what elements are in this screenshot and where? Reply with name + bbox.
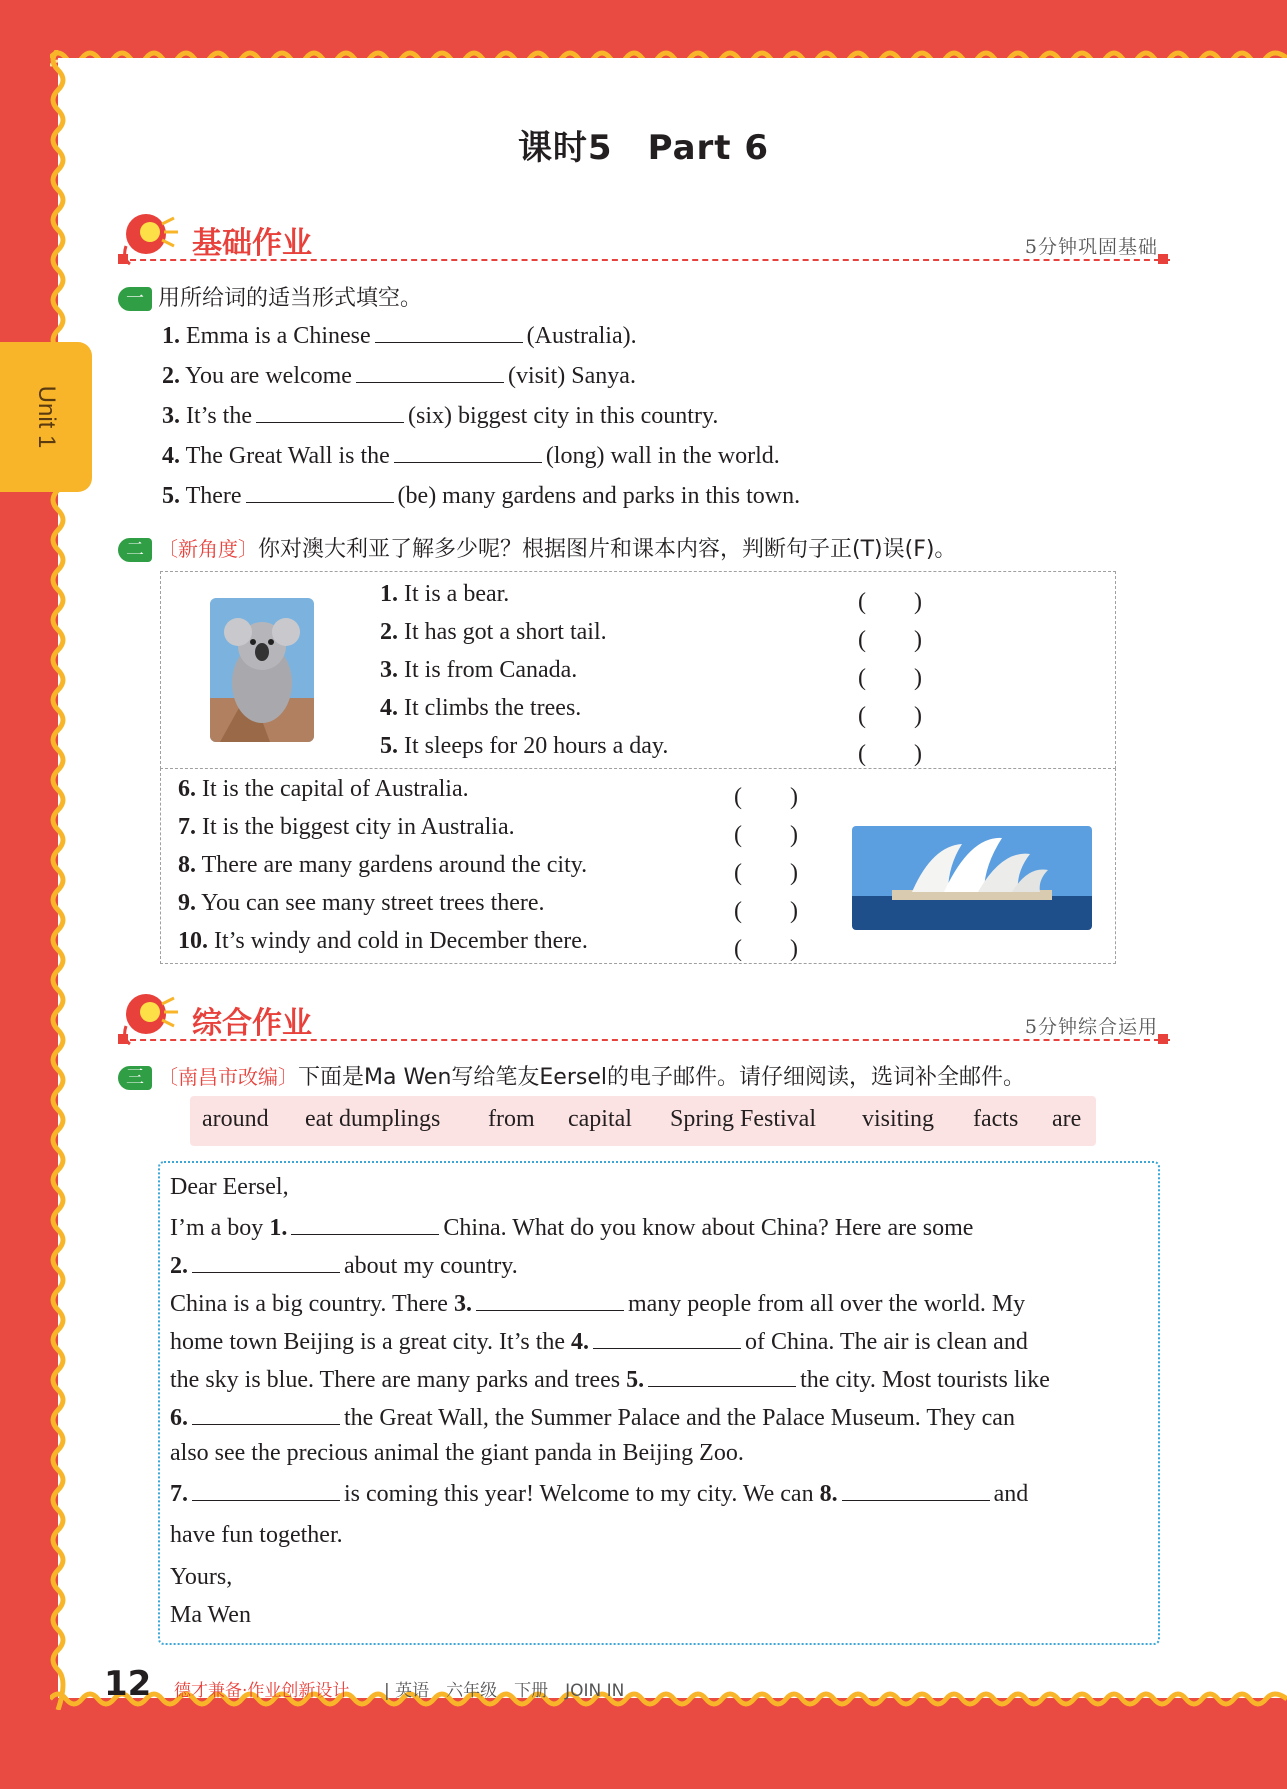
- answer-blank[interactable]: [192, 1250, 340, 1273]
- answer-blank[interactable]: [246, 480, 394, 503]
- letter-text: China. What do you know about China? Here are some: [443, 1215, 974, 1241]
- letter-line-3: [170, 1288, 1025, 1318]
- letter-line-8: [170, 1478, 1028, 1508]
- item-text: It’s the: [186, 403, 252, 429]
- item-hint: (long) wall in the world.: [545, 443, 780, 469]
- letter-signature: Ma Wen: [170, 1602, 251, 1628]
- q2-item-10: [178, 928, 588, 955]
- item-hint: (visit) Sanya.: [507, 363, 636, 389]
- blank-number: 3.: [453, 1291, 472, 1317]
- answer-blank[interactable]: [192, 1478, 340, 1501]
- divider-cap-right: [1158, 1034, 1168, 1044]
- question-3-heading: [118, 1060, 1025, 1091]
- answer-blank[interactable]: [394, 440, 542, 463]
- item-number: 1.: [380, 581, 398, 607]
- letter-text: of China. The air is clean and: [745, 1329, 1028, 1355]
- blank-number: 7.: [170, 1481, 188, 1507]
- item-number: 2.: [162, 363, 180, 389]
- item-number: 1.: [162, 323, 180, 349]
- q2-item-2: [380, 619, 607, 646]
- letter-line-6: [170, 1402, 1015, 1432]
- letter-line-5: [170, 1364, 1050, 1394]
- section-header-comprehensive: [118, 990, 1158, 1050]
- word-option: are: [1052, 1106, 1082, 1132]
- section-label: 基础作业: [192, 226, 312, 261]
- section-label: 综合作业: [192, 1006, 312, 1041]
- item-text: There are many gardens around the city.: [201, 852, 588, 878]
- item-text: It has got a short tail.: [404, 619, 607, 645]
- divider-cap-right: [1158, 254, 1168, 264]
- letter-text: the Great Wall, the Summer Palace and the Palace Museum. They can: [344, 1405, 1015, 1431]
- item-text: You are welcome: [185, 363, 352, 389]
- letter-closing: Yours,: [170, 1564, 233, 1590]
- item-text: It’s windy and cold in December there.: [214, 928, 588, 954]
- word-option: visiting: [862, 1106, 935, 1132]
- item-hint: (be) many gardens and parks in this town.: [397, 483, 801, 509]
- answer-blank[interactable]: [192, 1402, 340, 1425]
- section-divider: [120, 1039, 1170, 1041]
- item-text: Emma is a Chinese: [186, 323, 371, 349]
- q2-item-3: [380, 657, 577, 684]
- question-instruction: 下面是Ma Wen写给笔友Eersel的电子邮件。请仔细阅读，选词补全邮件。: [298, 1065, 1025, 1090]
- word-option: capital: [568, 1106, 632, 1132]
- question-instruction: 用所给词的适当形式填空。: [158, 286, 423, 311]
- q1-item-4: [162, 440, 780, 470]
- blank-number: 8.: [819, 1481, 838, 1507]
- answer-parentheses[interactable]: ( ): [858, 741, 922, 767]
- letter-text: is coming this year! Welcome to my city. We can: [344, 1481, 814, 1507]
- page-number: 12: [104, 1664, 152, 1704]
- item-number: 4.: [380, 695, 398, 721]
- word-option: eat dumplings: [305, 1106, 441, 1132]
- question-instruction: 你对澳大利亚了解多少呢？根据图片和课本内容，判断句子正(T)误(F)。: [258, 537, 957, 562]
- letter-text: I’m a boy: [170, 1215, 264, 1241]
- word-option: Spring Festival: [670, 1106, 817, 1132]
- divider-cap-left: [118, 254, 128, 264]
- item-number: 3.: [162, 403, 180, 429]
- unit-tab: [0, 342, 92, 492]
- item-number: 3.: [380, 657, 398, 683]
- letter-greeting: Dear Eersel,: [170, 1174, 289, 1200]
- item-hint: (six) biggest city in this country.: [408, 403, 719, 429]
- letter-text: and: [993, 1481, 1029, 1507]
- item-text: It is from Canada.: [404, 657, 578, 683]
- letter-text: many people from all over the world. My: [627, 1291, 1026, 1317]
- answer-parentheses[interactable]: ( ): [734, 784, 798, 810]
- page-title: 课时5 Part 6: [517, 128, 770, 168]
- item-text: It sleeps for 20 hours a day.: [404, 733, 669, 759]
- q2-item-6: [178, 776, 469, 803]
- book-info: | 英语 六年级 下册 JOIN IN: [384, 1681, 625, 1701]
- question-2-heading: [118, 532, 956, 563]
- item-number: 8.: [178, 852, 196, 878]
- question-number-badge: 二: [118, 538, 152, 562]
- q2-item-7: [178, 814, 515, 841]
- koala-image: [210, 598, 314, 742]
- item-number: 2.: [380, 619, 398, 645]
- letter-line-4: [170, 1326, 1028, 1356]
- word-option: from: [488, 1106, 535, 1132]
- item-text: You can see many street trees there.: [201, 890, 545, 916]
- blank-number: 5.: [626, 1367, 645, 1393]
- q1-item-5: [162, 480, 800, 510]
- q1-item-2: [162, 360, 636, 390]
- question-source-tag: 〔新角度〕: [158, 537, 258, 561]
- item-number: 4.: [162, 443, 180, 469]
- q2-item-9: [178, 890, 545, 917]
- answer-blank[interactable]: [842, 1478, 990, 1501]
- item-number: 5.: [380, 733, 398, 759]
- q2-item-8: [178, 852, 587, 879]
- answer-parentheses[interactable]: ( ): [858, 627, 922, 653]
- answer-parentheses[interactable]: ( ): [734, 860, 798, 886]
- answer-parentheses[interactable]: ( ): [858, 589, 922, 615]
- item-text: It is the capital of Australia.: [202, 776, 469, 802]
- word-bank: [190, 1096, 1096, 1146]
- letter-line-7: also see the precious animal the giant panda in Beijing Zoo.: [170, 1440, 744, 1466]
- item-text: It climbs the trees.: [404, 695, 582, 721]
- word-option: facts: [973, 1106, 1019, 1132]
- letter-text: China is a big country. There: [170, 1291, 448, 1317]
- answer-blank[interactable]: [476, 1288, 624, 1311]
- letter-line-1: [170, 1212, 973, 1242]
- answer-blank[interactable]: [375, 320, 523, 343]
- item-text: It is the biggest city in Australia.: [202, 814, 515, 840]
- question-1-heading: [118, 281, 422, 312]
- letter-text: about my country.: [344, 1253, 518, 1279]
- answer-parentheses[interactable]: ( ): [858, 665, 922, 691]
- item-text: The Great Wall is the: [185, 443, 390, 469]
- question-number-badge: 一: [118, 287, 152, 311]
- answer-parentheses[interactable]: ( ): [858, 703, 922, 729]
- letter-line-9: have fun together.: [170, 1522, 343, 1548]
- blank-number: 2.: [170, 1253, 188, 1279]
- sydney-opera-house-image: [852, 826, 1092, 930]
- letter-text: the sky is blue. There are many parks and trees: [170, 1367, 621, 1393]
- answer-blank[interactable]: [593, 1326, 741, 1349]
- letter-text: the city. Most tourists like: [800, 1367, 1050, 1393]
- item-number: 6.: [178, 776, 196, 802]
- blank-number: 1.: [269, 1215, 288, 1241]
- question-source-tag: 〔南昌市改编〕: [158, 1065, 298, 1089]
- section-header-basic: [118, 210, 1158, 270]
- answer-parentheses[interactable]: ( ): [734, 898, 798, 924]
- letter-line-2: [170, 1250, 518, 1280]
- left-wave-border: [44, 50, 74, 1710]
- answer-parentheses[interactable]: ( ): [734, 822, 798, 848]
- q2-item-5: [380, 733, 668, 760]
- item-number: 10.: [178, 928, 208, 954]
- q1-item-3: [162, 400, 718, 430]
- q2-item-4: [380, 695, 581, 722]
- blank-number: 4.: [571, 1329, 590, 1355]
- item-number: 5.: [162, 483, 180, 509]
- item-text: It is a bear.: [404, 581, 510, 607]
- unit-tab-label: Unit 1: [33, 385, 60, 449]
- word-option: around: [202, 1106, 269, 1132]
- section-divider: [120, 259, 1170, 261]
- answer-blank[interactable]: [356, 360, 504, 383]
- answer-blank[interactable]: [256, 400, 404, 423]
- section-time-note: 5分钟综合运用: [1024, 1016, 1158, 1038]
- item-number: 7.: [178, 814, 196, 840]
- q2-item-1: [380, 581, 509, 608]
- item-number: 9.: [178, 890, 196, 916]
- item-hint: (Australia).: [526, 323, 637, 349]
- blank-number: 6.: [170, 1405, 188, 1431]
- q1-item-1: [162, 320, 637, 350]
- item-text: There: [185, 483, 242, 509]
- series-name: 德才兼备·作业创新设计: [174, 1681, 350, 1701]
- question-number-badge: 三: [118, 1066, 152, 1090]
- letter-text: home town Beijing is a great city. It’s the: [170, 1329, 566, 1355]
- divider-cap-left: [118, 1034, 128, 1044]
- answer-blank[interactable]: [648, 1364, 796, 1387]
- answer-parentheses[interactable]: ( ): [734, 936, 798, 962]
- answer-blank[interactable]: [291, 1212, 439, 1235]
- section-time-note: 5分钟巩固基础: [1024, 236, 1158, 258]
